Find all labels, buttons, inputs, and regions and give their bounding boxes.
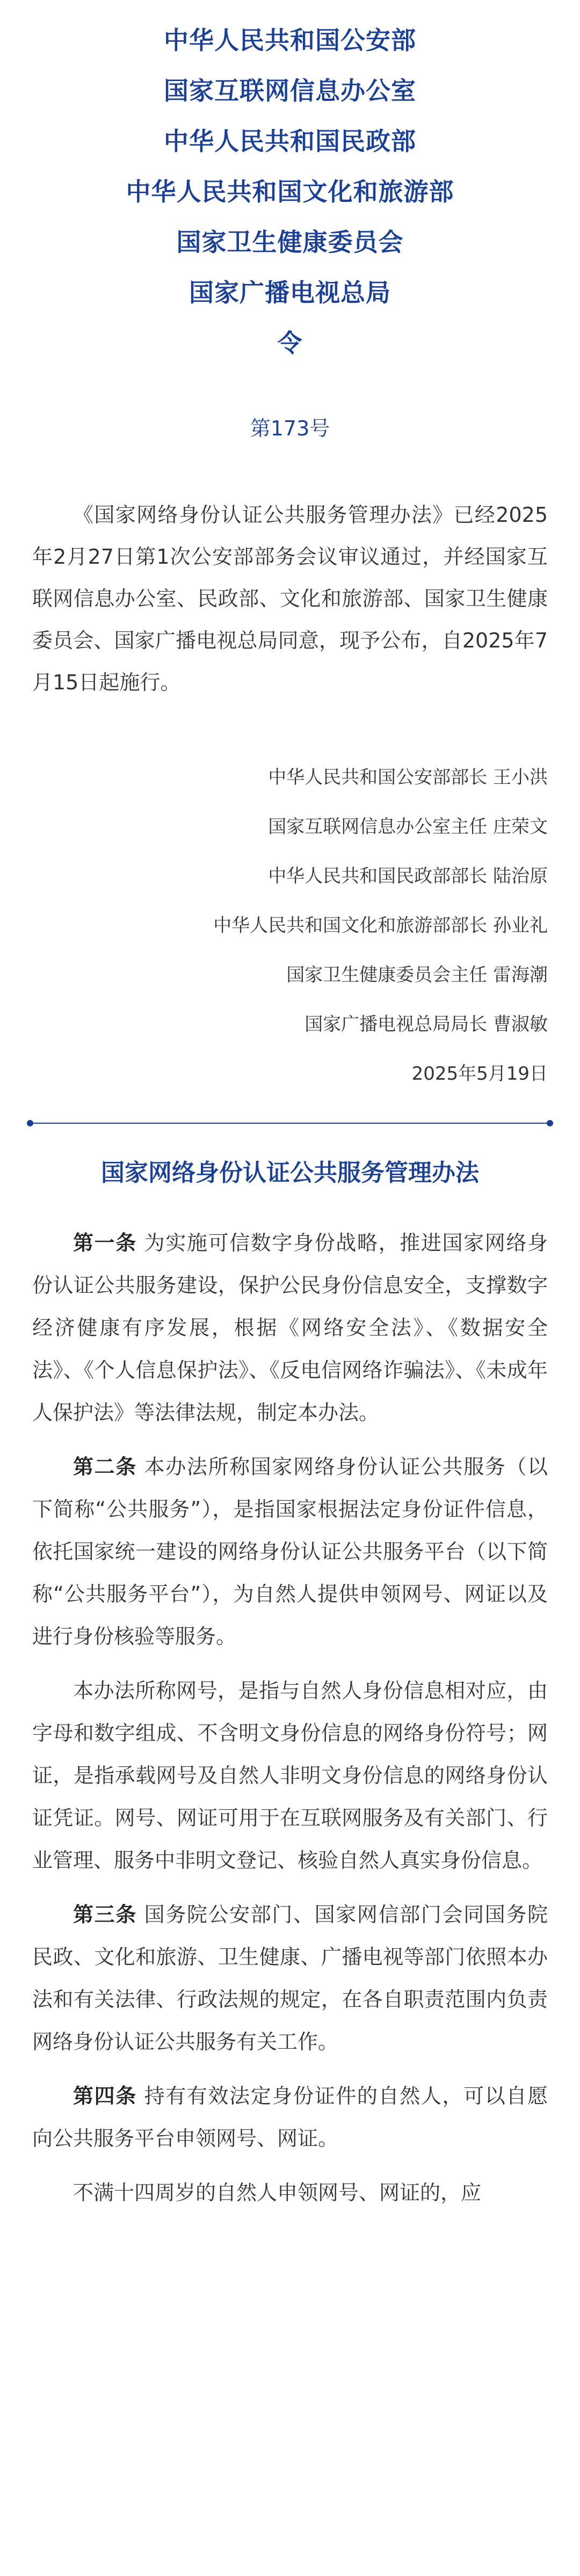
issuer-line: 中华人民共和国民政部 xyxy=(164,127,416,156)
article-label: 第四条 xyxy=(73,2084,137,2108)
article-text: 国务院公安部门、国家网信部门会同国务院民政、文化和旅游、卫生健康、广播电视等部门依照本办法和有关法律、行政法规的规定，在各自职责范围内负责网络身份认证公共服务有关工作。 xyxy=(32,1903,548,2054)
article-paragraph xyxy=(32,2172,548,2214)
issuer-line: 中华人民共和国公安部 xyxy=(164,26,416,55)
article-text: 本办法所称网号，是指与自然人身份信息相对应，由字母和数字组成、不含明文身份信息的网络身份符号；网证，是指承载网号及自然人非明文身份信息的网络身份认证凭证。网号、网证可用于在互联网服务及有关部门、行业管理、服务中非明文登记、核验自然人真实身份信息。 xyxy=(32,1679,548,1872)
signature-block xyxy=(32,753,548,1098)
issuer-line: 中华人民共和国文化和旅游部 xyxy=(126,177,454,206)
intro-paragraph: 《国家网络身份认证公共服务管理办法》已经2025年2月27日第1次公安部部务会议审议通过，并经国家互联网信息办公室、民政部、文化和旅游部、国家卫生健康委员会、国家广播电视总局同意，现予公布，自2025年7月15日起施行。 xyxy=(32,503,548,694)
signature-line: 中华人民共和国文化和旅游部部长 孙业礼 xyxy=(213,915,548,936)
issuing-authorities xyxy=(0,15,580,368)
issuer-line: 国家卫生健康委员会 xyxy=(176,228,404,257)
signature-line: 国家互联网信息办公室主任 庄荣文 xyxy=(268,816,548,838)
article-paragraph xyxy=(32,1446,548,1658)
signature-date: 2025年5月19日 xyxy=(411,1063,548,1085)
signature-line: 中华人民共和国公安部部长 王小洪 xyxy=(268,767,548,788)
divider-dot-right xyxy=(547,1120,553,1126)
signature-line: 国家卫生健康委员会主任 雷海潮 xyxy=(286,964,548,986)
article-text: 本办法所称国家网络身份认证公共服务（以下简称“公共服务”），是指国家根据法定身份证件信息，依托国家统一建设的网络身份认证公共服务平台（以下简称“公共服务平台”），为自然人提供申领网号、网证以及进行身份核验等服务。 xyxy=(32,1455,548,1648)
order-number: 第173号 xyxy=(250,417,330,440)
divider-dot-left xyxy=(27,1120,33,1126)
articles xyxy=(32,1222,548,2214)
article-text: 为实施可信数字身份战略，推进国家网络身份认证公共服务建设，保护公民身份信息安全，支撑数字经济健康有序发展，根据《网络安全法》、《数据安全法》、《个人信息保护法》、《反电信网络诈骗法》、《未成年人保护法》等法律法规，制定本办法。 xyxy=(32,1231,548,1424)
issuer-line: 国家广播电视总局 xyxy=(189,278,391,307)
section-divider xyxy=(27,1122,553,1124)
article-text: 不满十四周岁的自然人申领网号、网证的，应 xyxy=(73,2181,482,2204)
law-title: 国家网络身份认证公共服务管理办法 xyxy=(101,1159,479,1187)
article-paragraph xyxy=(32,1222,548,1434)
article-paragraph xyxy=(32,1670,548,1882)
article-label: 第二条 xyxy=(73,1455,137,1479)
article-text: 持有有效法定身份证件的自然人，可以自愿向公共服务平台申领网号、网证。 xyxy=(32,2084,548,2150)
article-paragraph xyxy=(32,1894,548,2063)
order-label: 令 xyxy=(277,329,303,358)
article-label: 第三条 xyxy=(73,1903,137,1926)
signature-line: 中华人民共和国民政部部长 陆治原 xyxy=(268,865,548,887)
article-label: 第一条 xyxy=(73,1231,137,1255)
divider-line xyxy=(27,1123,553,1124)
signature-line: 国家广播电视总局局长 曹淑敏 xyxy=(305,1014,548,1035)
issuer-line: 国家互联网信息办公室 xyxy=(164,76,416,105)
article-paragraph xyxy=(32,2075,548,2160)
